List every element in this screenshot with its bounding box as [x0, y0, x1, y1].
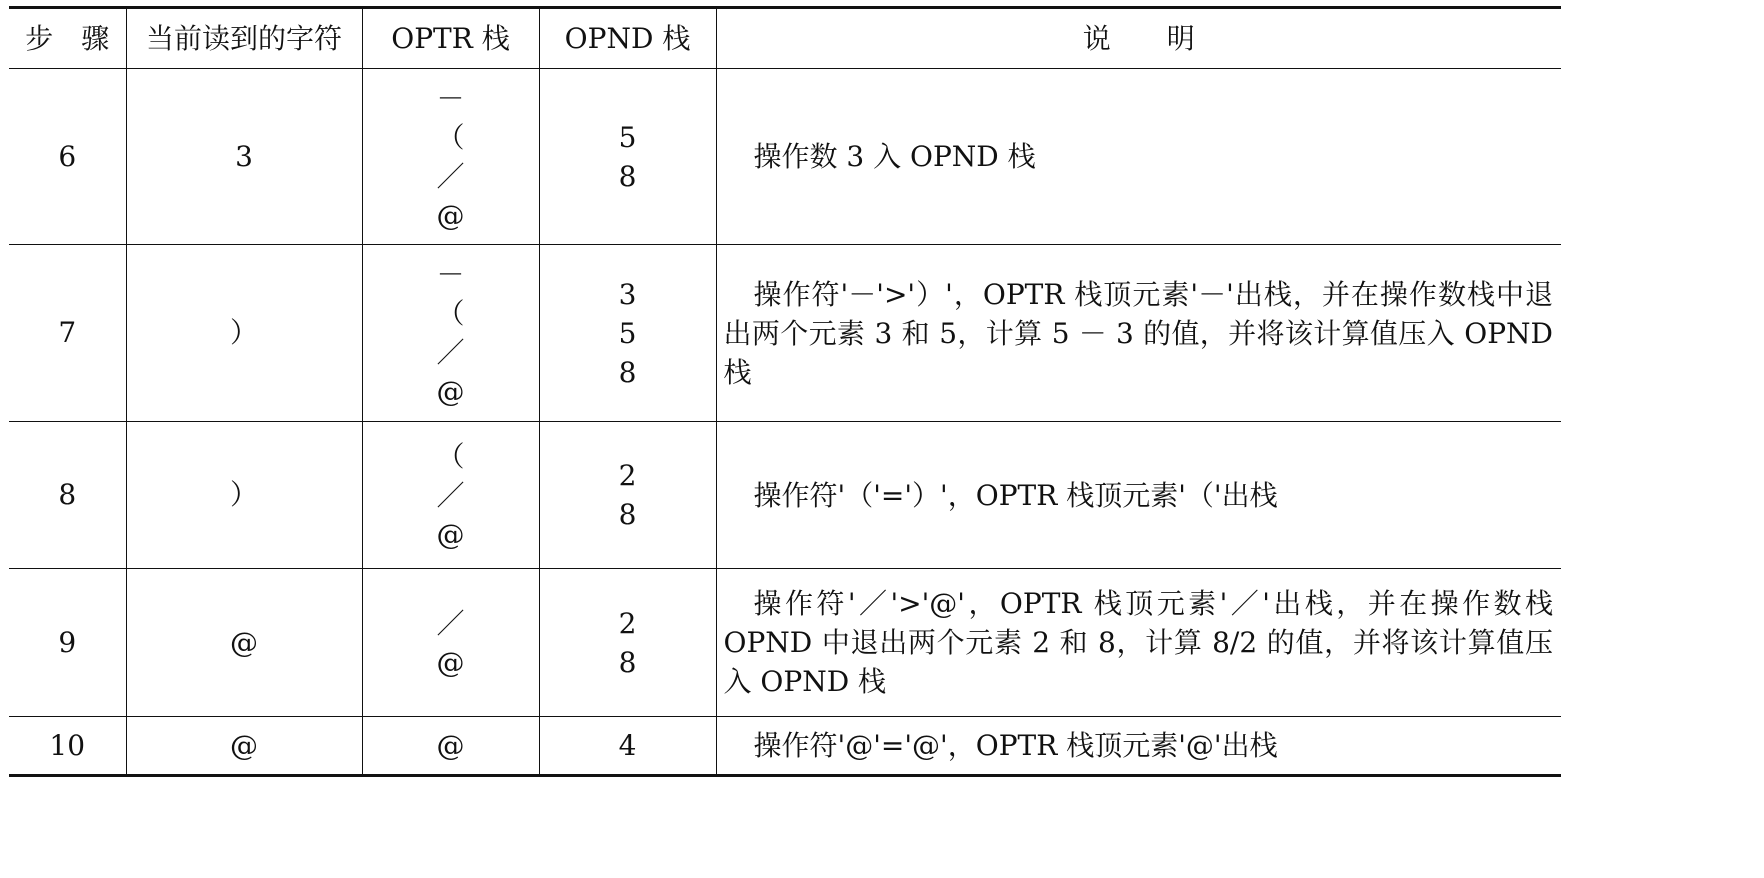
- cell-description: [716, 69, 1561, 245]
- stack-item: 8: [618, 355, 637, 389]
- table-header-row: [9, 8, 1561, 69]
- cell-opnd-stack: [539, 422, 716, 569]
- stack-item: ／: [436, 159, 465, 193]
- cell-opnd-stack: [539, 717, 716, 776]
- stack-item: @: [436, 645, 465, 679]
- stack-item: －: [436, 258, 465, 291]
- cell-step: 9: [9, 569, 126, 717]
- header-opnd-stack: OPND 栈: [539, 8, 716, 69]
- table-row: [9, 422, 1561, 569]
- cell-current-char: ）: [126, 245, 362, 422]
- stack-item: ／: [436, 606, 465, 640]
- table-row: [9, 569, 1561, 717]
- cell-opnd-stack: [539, 69, 716, 245]
- stack-item: 5: [618, 316, 637, 350]
- stack-item: －: [436, 81, 465, 115]
- stack-item: ／: [436, 478, 465, 512]
- header-description: 说 明: [716, 8, 1561, 69]
- stack-item: 8: [618, 645, 637, 679]
- stack-item: @: [436, 375, 465, 408]
- description-text: 操作符'／'>'@'，OPTR 栈顶元素'／'出栈，并在操作数栈 OPND 中退出两个元素 2 和 8，计算 8/2 的值，并将该计算值压入 OPND 栈: [723, 587, 1553, 698]
- stack-item: 3: [618, 277, 637, 311]
- cell-optr-stack: [362, 569, 539, 717]
- description-text: 操作符'@'='@'，OPTR 栈顶元素'@'出栈: [753, 729, 1278, 762]
- stack-item: ／: [436, 336, 465, 369]
- document-page: [9, 0, 1761, 878]
- cell-description: [716, 717, 1561, 776]
- cell-current-char: @: [126, 717, 362, 776]
- cell-step: 10: [9, 717, 126, 776]
- stack-item: 8: [618, 498, 637, 531]
- cell-step: 7: [9, 245, 126, 422]
- cell-step: 6: [9, 69, 126, 245]
- table-row: [9, 717, 1561, 776]
- stack-item: （: [436, 439, 465, 473]
- stack-item: （: [436, 297, 465, 330]
- header-optr-stack: OPTR 栈: [362, 8, 539, 69]
- stack-item: 2: [618, 606, 637, 640]
- table-row: [9, 69, 1561, 245]
- stack-item: 5: [618, 120, 637, 154]
- cell-current-char: ）: [126, 422, 362, 569]
- stack-item: 2: [618, 459, 637, 492]
- cell-description: [716, 245, 1561, 422]
- stack-trace-table: [9, 6, 1561, 777]
- description-text: 操作符'（'='）'，OPTR 栈顶元素'（'出栈: [753, 478, 1278, 512]
- cell-optr-stack: [362, 245, 539, 422]
- table-row: [9, 245, 1561, 422]
- stack-item: 8: [618, 159, 637, 193]
- stack-item: 4: [618, 729, 637, 762]
- cell-opnd-stack: [539, 569, 716, 717]
- header-step: 步 骤: [9, 8, 126, 69]
- cell-optr-stack: [362, 69, 539, 245]
- description-text: 操作数 3 入 OPND 栈: [753, 140, 1036, 173]
- header-current-char: 当前读到的字符: [126, 8, 362, 69]
- cell-opnd-stack: [539, 245, 716, 422]
- stack-item: @: [436, 198, 465, 232]
- description-text: 操作符'－'>'）'，OPTR 栈顶元素'－'出栈，并在操作数栈中退出两个元素 3 和 5，计算 5 － 3 的值，并将该计算值压入 OPND 栈: [723, 277, 1553, 389]
- cell-optr-stack: [362, 717, 539, 776]
- stack-item: （: [436, 120, 465, 154]
- cell-description: [716, 422, 1561, 569]
- cell-current-char: 3: [126, 69, 362, 245]
- cell-optr-stack: [362, 422, 539, 569]
- stack-item: @: [436, 517, 465, 551]
- cell-description: [716, 569, 1561, 717]
- stack-item: @: [436, 729, 465, 762]
- cell-step: 8: [9, 422, 126, 569]
- cell-current-char: @: [126, 569, 362, 717]
